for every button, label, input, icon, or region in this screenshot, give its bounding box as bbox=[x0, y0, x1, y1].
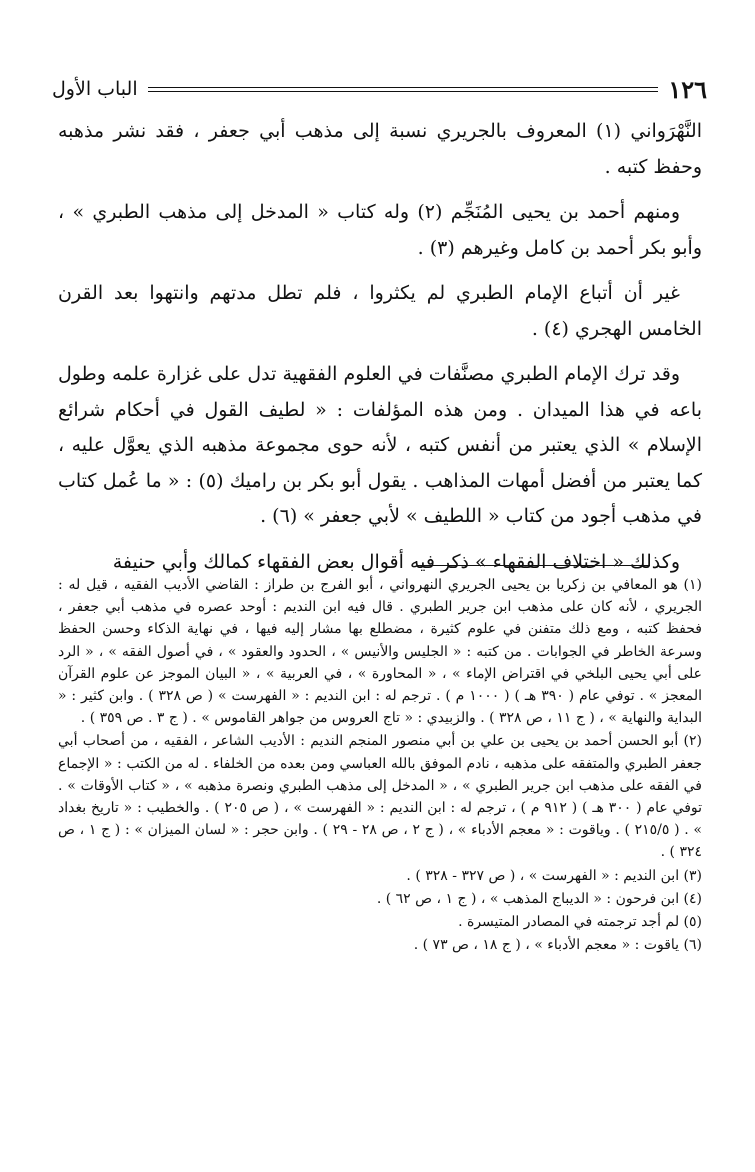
footnote: (٤) ابن فرحون : « الديباج المذهب » ، ( ج ١ ، ص ٦٢ ) . bbox=[376, 890, 702, 907]
paragraph: غير أن أتباع الإمام الطبري لم يكثروا ، فلم تطل مدتهم وانتهوا بعد القرن الخامس الهجري (٤) . bbox=[58, 282, 702, 340]
footnote-separator bbox=[418, 565, 650, 566]
footnote: (٥) لم أجد ترجمته في المصادر المتيسرة . bbox=[458, 914, 702, 931]
footnote: (٦) ياقوت : « معجم الأدباء » ، ( ج ١٨ ، ص ٧٣ ) . bbox=[413, 937, 702, 954]
footnote: (٢) أبو الحسن أحمد بن يحيى بن علي بن أبي منصور المنجم النديم : الأديب الشاعر ، الفقيه ، من أصحاب أبي جعفر الطبري والمتفقه على مذهبه ، نادم الموفق بالله العباسي ومن بعده من الخلفاء . له من الكتب : « الإجماع في الفقه على مذهب ابن جرير الطبري » ، « المدخل إلى مذهب الطبري ونصرة مذهبه » ، « كتاب الأوقات » . توفي عام ( ٣٠٠ هـ ) ( ٩١٢ م ) ، ترجم له : ابن النديم : « الفهرست » ، ( ص ٢٠٥ ) . والخطيب : « تاريخ بغداد » . ( ٢١٥/٥ ) . وياقوت : « معجم الأدباء » ، ( ج ٢ ، ص ٢٨ - ٢٩ ) . وابن حجر : « لسان الميزان » : ( ج ١ ، ص ٣٢٤ ) . bbox=[58, 733, 703, 861]
paragraph: وقد ترك الإمام الطبري مصنَّفات في العلوم الفقهية تدل على غزارة علمه وطول باعه في هذا الميدان . ومن هذه المؤلفات : « لطيف القول في أحكام شرائع الإسلام » الذي يعتبر من أنفس كتبه ، لأنه حوى مجموعة مذهبه الذي يعوَّل عليه ، كما يعتبر من أفضل أمهات المذاهب . يقول أبو بكر بن راميك (٥) : « ما عُمل كتاب في مذهب أجود من كتاب « اللطيف » لأبي جعفر » (٦) . bbox=[58, 363, 702, 527]
header-rule bbox=[148, 87, 659, 92]
paragraph: النَّهْرَواني (١) المعروف بالجريري نسبة إلى مذهب أبي جعفر ، فقد نشر مذهبه وحفظ كتبه . bbox=[58, 120, 702, 178]
chapter-title: الباب الأول bbox=[52, 78, 138, 100]
page-number: ١٢٦ bbox=[668, 74, 707, 104]
main-text bbox=[58, 114, 702, 590]
paragraph: وكذلك « اختلاف الفقهاء » ذكر فيه أقوال بعض الفقهاء كمالك وأبي حنيفة bbox=[112, 550, 680, 573]
footnote: (١) هو المعافي بن زكريا بن يحيى الجريري النهرواني ، أبو الفرج بن طراز : القاضي الأديب الفقيه ، قيل له : الجريري ، لأنه كان على مذهب ابن جرير الطبري . قال فيه ابن النديم : أوحد عصره في مذهب أبي جعفر ، فحفظ كتبه ، ومع ذلك متفنن في علوم كثيرة ، مضطلع بها مشار إليه فيها ، في نهاية الذكاء وحسن الحفظ وسرعة الخاطر في الجوابات . من كتبه : « الجليس والأنيس » ، الحدود والعقود » ، في أصول الفقه » ، « الرد على أبي يحيى البلخي في اقتراض الإماء » ، « المحاورة » ، في العربية » ، « البيان الموجز عن علوم القرآن المعجز » . توفي عام ( ٣٩٠ هـ ) ( ١٠٠٠ م ) . ترجم له : ابن النديم : « الفهرست » ( ص ٣٢٨ ) . وابن كثير : « البداية والنهاية » ، ( ج ١١ ، ص ٣٢٨ ) . والزبيدي : « تاج العروس من جواهر القاموس » . ( ج ٣ . ص ٣٥٩ ) . bbox=[58, 577, 702, 727]
footnotes bbox=[58, 574, 702, 957]
page-header bbox=[52, 72, 707, 106]
paragraph: ومنهم أحمد بن يحيى المُنَجِّم (٢) وله كتاب « المدخل إلى مذهب الطبري » ، وأبو بكر أحمد بن كامل وغيرهم (٣) . bbox=[58, 201, 702, 259]
footnote: (٣) ابن النديم : « الفهرست » ، ( ص ٣٢٧ - ٣٢٨ ) . bbox=[406, 867, 702, 884]
